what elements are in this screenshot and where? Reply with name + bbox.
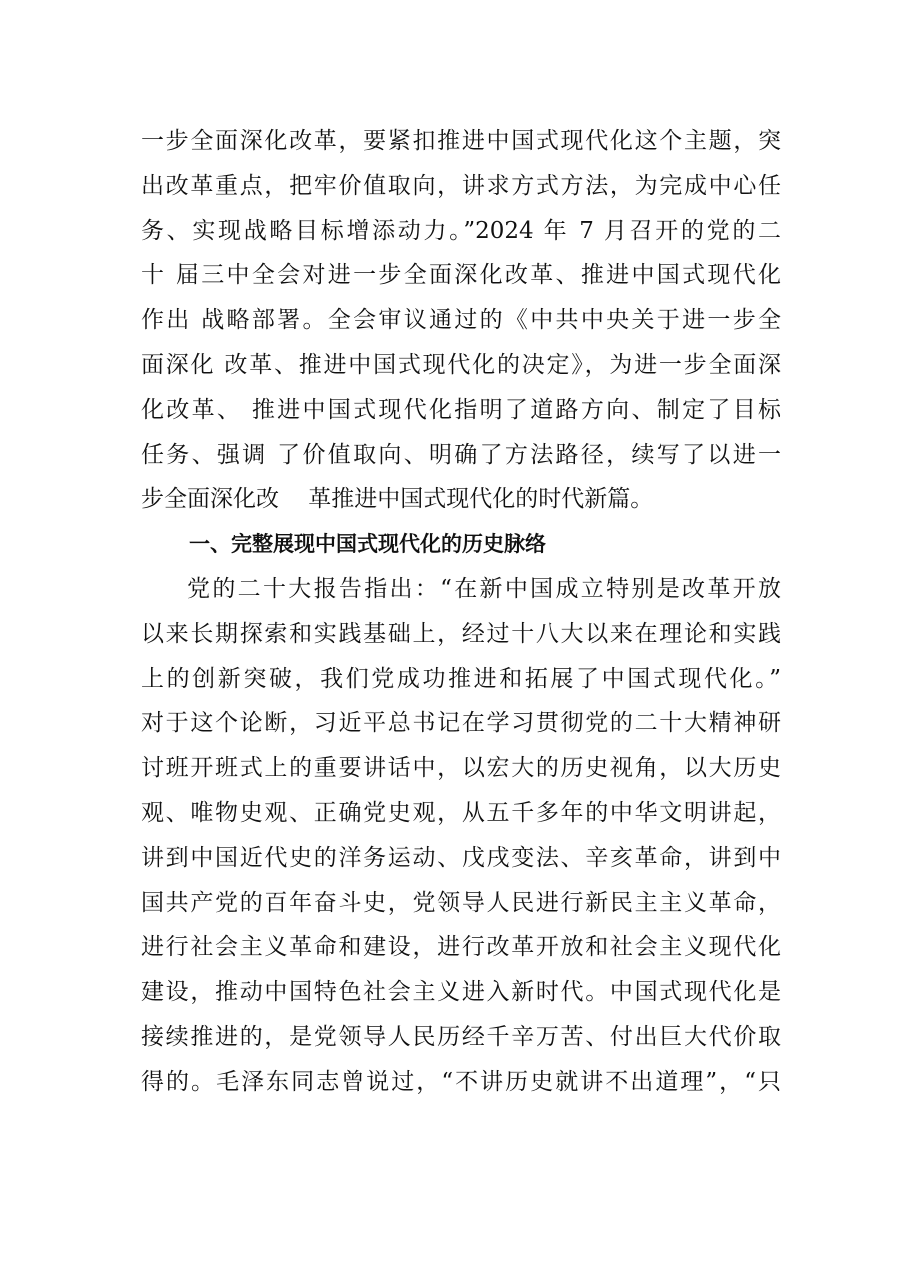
text-line: 作出 战略部署。全会审议通过的《中共中央关于进一步全 bbox=[141, 307, 781, 334]
text-line: 上的创新突破，我们党成功推进和拓展了中国式现代化。” bbox=[141, 665, 781, 692]
text-line: 一步全面深化改革，要紧扣推进中国式现代化这个主题，突 bbox=[141, 128, 781, 154]
text-line: 讲到中国近代史的洋务运动、戊戌变法、辛亥革命，讲到中 bbox=[141, 844, 781, 871]
paragraph-1 bbox=[141, 119, 781, 522]
text-line: 进行社会主义革命和建设，进行改革开放和社会主义现代化 bbox=[141, 934, 781, 961]
text-line: 十 届三中全会对进一步全面深化改革、推进中国式现代化 bbox=[141, 262, 781, 289]
text-line: 建设，推动中国特色社会主义进入新时代。中国式现代化是 bbox=[141, 979, 781, 1006]
text-line: 面深化 改革、推进中国式现代化的决定》，为进一步全面深 bbox=[141, 351, 781, 378]
text-line: 党的二十大报告指出：“在新中国成立特别是改革开放 bbox=[187, 575, 781, 602]
text-line: 任务、强调 了价值取向、明确了方法路径，续写了以进一 bbox=[141, 441, 781, 468]
text-line: 步全面深化改 革推进中国式现代化的时代新篇。 bbox=[141, 486, 654, 513]
text-line: 出改革重点，把牢价值取向，讲求方式方法，为完成中心任 bbox=[141, 172, 781, 199]
text-line: 对于这个论断，习近平总书记在学习贯彻党的二十大精神研 bbox=[141, 710, 781, 737]
text-line: 得的。毛泽东同志曾说过，“不讲历史就讲不出道理”，“只 bbox=[141, 1068, 781, 1095]
text-line: 化改革、 推进中国式现代化指明了道路方向、制定了目标 bbox=[141, 396, 781, 423]
paragraph-2 bbox=[141, 567, 781, 1105]
text-line: 接续推进的，是党领导人民历经千辛万苦、付出巨大代价取 bbox=[141, 1023, 781, 1050]
text-line: 以来长期探索和实践基础上，经过十八大以来在理论和实践 bbox=[141, 620, 781, 647]
document-body bbox=[141, 119, 781, 1105]
text-line: 观、唯物史观、正确党史观，从五千多年的中华文明讲起， bbox=[141, 799, 781, 826]
text-line: 讨班开班式上的重要讲话中，以宏大的历史视角，以大历史 bbox=[141, 755, 781, 782]
text-line: 国共产党的百年奋斗史，党领导人民进行新民主主义革命， bbox=[141, 889, 781, 916]
section-heading: 一、完整展现中国式现代化的历史脉络 bbox=[189, 532, 546, 557]
text-line: 务、实现战略目标增添动力。”2024 年 7 月召开的党的二 bbox=[141, 217, 781, 244]
